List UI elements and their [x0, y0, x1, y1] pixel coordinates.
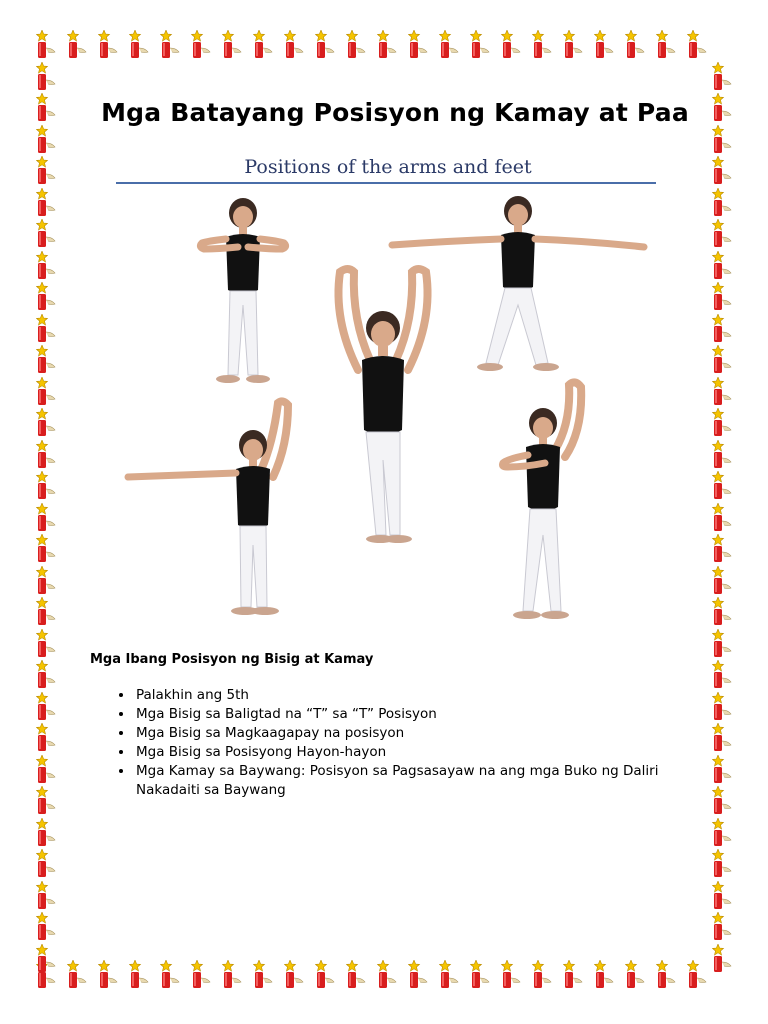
candle-with-star-icon [36, 440, 58, 470]
dancer-figure-4 [123, 395, 323, 620]
list-item: • Mga Bisig sa Posisyong Hayon-hayon [134, 743, 724, 762]
candle-with-star-icon [67, 30, 89, 60]
candle-with-star-icon [563, 960, 585, 990]
candle-with-star-icon [712, 188, 734, 218]
list-item: • Mga Kamay sa Baywang: Posisyon sa Pagsasayaw na ang mga Buko ng Daliri Nakadaiti sa Baywang [134, 762, 724, 800]
candle-with-star-icon [315, 30, 337, 60]
candle-with-star-icon [36, 93, 58, 123]
candle-with-star-icon [712, 881, 734, 911]
candle-with-star-icon [36, 156, 58, 186]
candle-with-star-icon [625, 30, 647, 60]
candle-with-star-icon [160, 30, 182, 60]
candle-with-star-icon [712, 408, 734, 438]
candle-with-star-icon [36, 345, 58, 375]
candle-with-star-icon [222, 30, 244, 60]
dancer-figure-5 [493, 375, 613, 625]
candle-with-star-icon [712, 282, 734, 312]
candle-with-star-icon [98, 30, 120, 60]
candle-with-star-icon [36, 219, 58, 249]
candle-with-star-icon [191, 960, 213, 990]
candle-with-star-icon [377, 960, 399, 990]
candle-with-star-icon [712, 345, 734, 375]
candle-with-star-icon [36, 125, 58, 155]
candle-with-star-icon [129, 960, 151, 990]
candle-with-star-icon [36, 566, 58, 596]
candle-with-star-icon [36, 849, 58, 879]
candle-with-star-icon [284, 960, 306, 990]
candle-with-star-icon [470, 30, 492, 60]
candle-with-star-icon [712, 125, 734, 155]
candle-with-star-icon [36, 629, 58, 659]
candle-with-star-icon [501, 960, 523, 990]
candle-with-star-icon [712, 534, 734, 564]
candle-with-star-icon [712, 377, 734, 407]
candle-with-star-icon [687, 30, 709, 60]
candle-with-star-icon [563, 30, 585, 60]
candle-with-star-icon [712, 503, 734, 533]
candle-with-star-icon [36, 660, 58, 690]
candle-with-star-icon [712, 156, 734, 186]
list-item: • Mga Bisig sa Magkaagapay na posisyon [134, 724, 724, 743]
candle-with-star-icon [36, 503, 58, 533]
candle-with-star-icon [36, 723, 58, 753]
candle-with-star-icon [36, 881, 58, 911]
candle-with-star-icon [36, 597, 58, 627]
candle-with-star-icon [687, 960, 709, 990]
candle-with-star-icon [712, 471, 734, 501]
candle-with-star-icon [712, 944, 734, 974]
candle-with-star-icon [656, 30, 678, 60]
list-item: • Palakhin ang 5th [134, 686, 724, 705]
candle-with-star-icon [36, 471, 58, 501]
candle-with-star-icon [712, 912, 734, 942]
candle-with-star-icon [712, 566, 734, 596]
section-heading: Mga Ibang Posisyon ng Bisig at Kamay [90, 652, 374, 667]
candle-with-star-icon [315, 960, 337, 990]
figure-caption: Positions of the arms and feet [244, 156, 532, 178]
bullet-list [112, 686, 724, 800]
candle-with-star-icon [439, 960, 461, 990]
candle-with-star-icon [36, 534, 58, 564]
candle-with-star-icon [253, 30, 275, 60]
dancer-figure-3 [318, 260, 448, 550]
candle-with-star-icon [36, 408, 58, 438]
candle-with-star-icon [501, 30, 523, 60]
candle-with-star-icon [656, 960, 678, 990]
candle-with-star-icon [712, 62, 734, 92]
candle-with-star-icon [594, 30, 616, 60]
candle-with-star-icon [594, 960, 616, 990]
candle-with-star-icon [36, 786, 58, 816]
candle-with-star-icon [712, 314, 734, 344]
candle-with-star-icon [36, 30, 58, 60]
candle-with-star-icon [408, 30, 430, 60]
ballet-positions-figure [108, 150, 668, 630]
candle-with-star-icon [36, 314, 58, 344]
candle-with-star-icon [625, 960, 647, 990]
candle-with-star-icon [712, 849, 734, 879]
candle-with-star-icon [36, 912, 58, 942]
candle-with-star-icon [377, 30, 399, 60]
candle-with-star-icon [129, 30, 151, 60]
candle-with-star-icon [36, 282, 58, 312]
candle-with-star-icon [98, 960, 120, 990]
candle-with-star-icon [222, 960, 244, 990]
list-item: • Mga Bisig sa Baligtad na “T” sa “T” Posisyon [134, 705, 724, 724]
candle-with-star-icon [712, 219, 734, 249]
candle-with-star-icon [67, 960, 89, 990]
candle-with-star-icon [712, 629, 734, 659]
candle-with-star-icon [36, 944, 58, 974]
page-title: Mga Batayang Posisyon ng Kamay at Paa [101, 98, 689, 127]
figure-divider [116, 182, 656, 184]
candle-with-star-icon [253, 960, 275, 990]
candle-with-star-icon [191, 30, 213, 60]
candle-with-star-icon [346, 30, 368, 60]
candle-with-star-icon [712, 440, 734, 470]
candle-with-star-icon [712, 251, 734, 281]
candle-with-star-icon [532, 960, 554, 990]
candle-with-star-icon [36, 818, 58, 848]
candle-with-star-icon [36, 377, 58, 407]
candle-with-star-icon [284, 30, 306, 60]
candle-with-star-icon [470, 960, 492, 990]
candle-with-star-icon [36, 188, 58, 218]
candle-with-star-icon [439, 30, 461, 60]
candle-with-star-icon [36, 62, 58, 92]
candle-with-star-icon [346, 960, 368, 990]
candle-with-star-icon [712, 818, 734, 848]
candle-with-star-icon [408, 960, 430, 990]
candle-with-star-icon [36, 692, 58, 722]
dancer-figure-1 [188, 195, 298, 395]
candle-with-star-icon [712, 597, 734, 627]
candle-with-star-icon [36, 251, 58, 281]
candle-with-star-icon [36, 755, 58, 785]
candle-with-star-icon [532, 30, 554, 60]
candle-with-star-icon [160, 960, 182, 990]
